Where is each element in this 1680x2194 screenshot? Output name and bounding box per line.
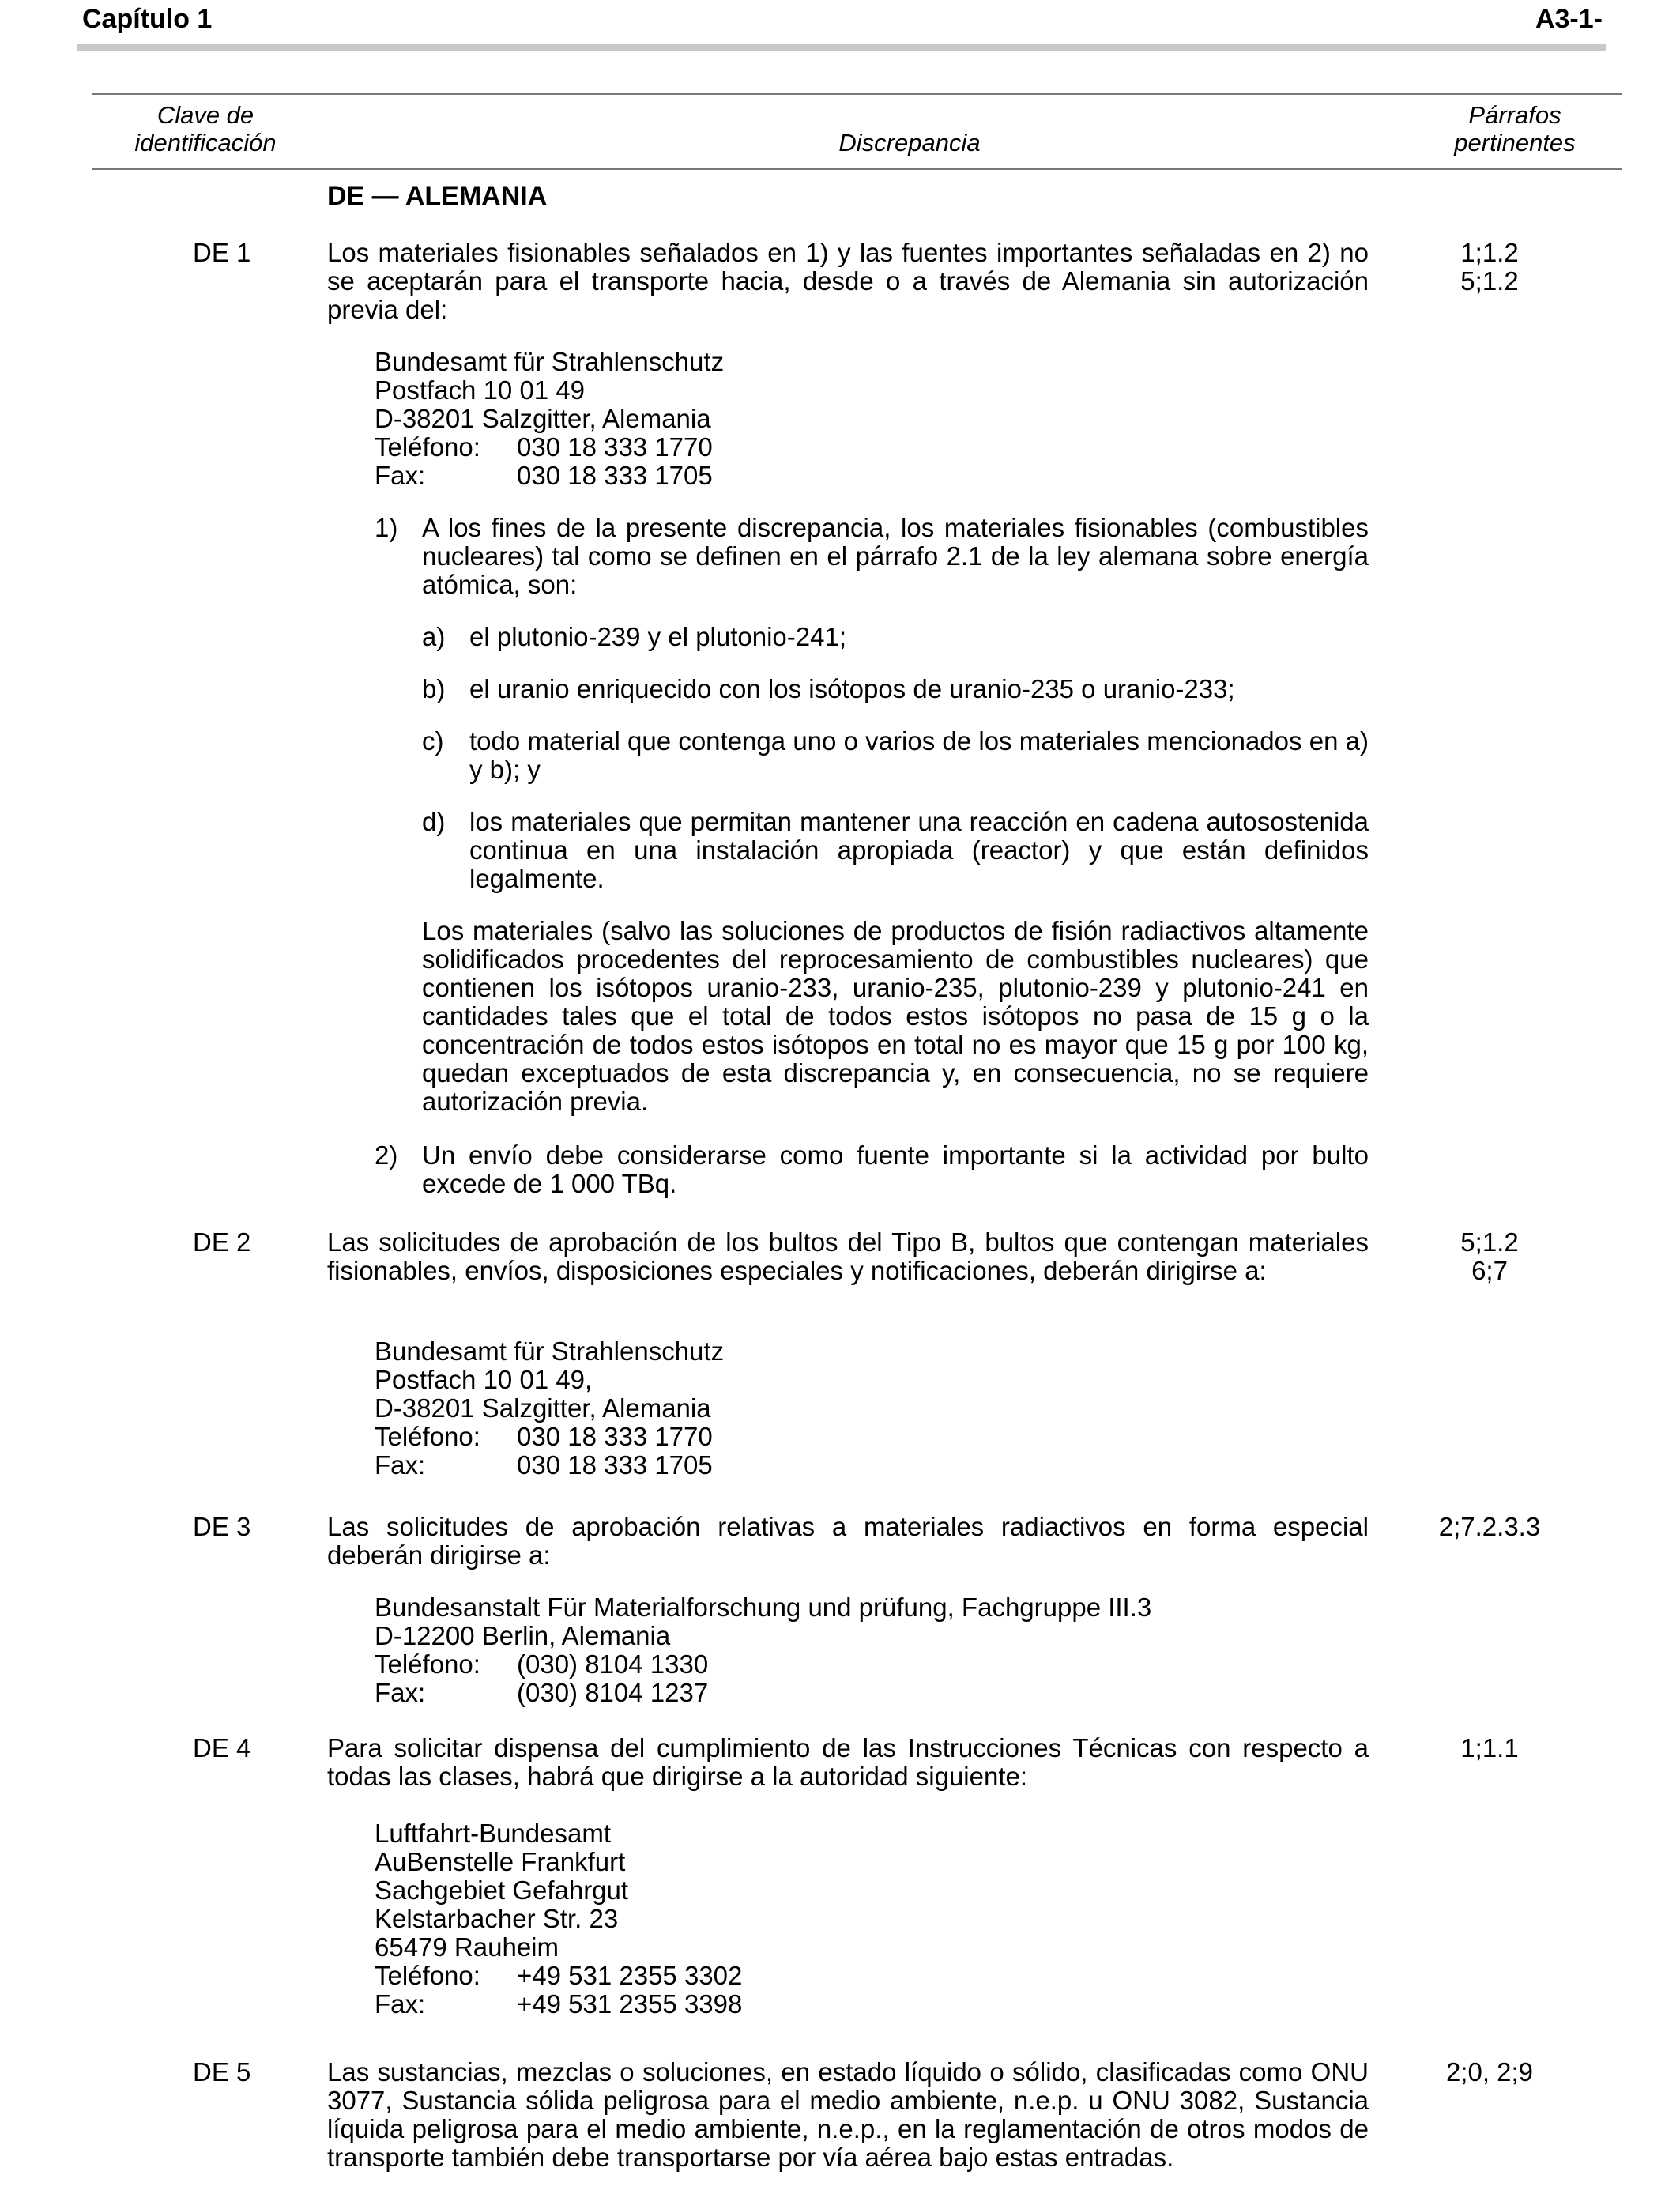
address-block bbox=[375, 1819, 742, 2019]
address-line: Bundesamt für Strahlenschutz bbox=[375, 1336, 725, 1366]
lettered-item bbox=[422, 675, 1369, 703]
numbered-item bbox=[375, 1141, 1369, 1198]
country-heading: DE — ALEMANIA bbox=[327, 181, 548, 211]
row-text: Las solicitudes de aprobación de los bultos del Tipo B, bultos que contengan materiales fisionables, envíos, disposiciones especiales y notificaciones, deberán dirigirse a: bbox=[327, 1227, 1369, 1285]
address-block bbox=[375, 348, 724, 490]
item-text: A los fines de la presente discrepancia, los materiales fisionables (combustibles nucleares) tal como se definen en el párrafo 2.1 de la ley alemana sobre energía atómica, son: bbox=[422, 513, 1369, 599]
item-letter: d) bbox=[422, 807, 446, 836]
address-line: D-38201 Salzgitter, Alemania bbox=[375, 1393, 711, 1423]
row-key: DE 4 bbox=[193, 1733, 251, 1762]
lettered-item bbox=[422, 727, 1369, 784]
row-key: DE 5 bbox=[193, 2057, 251, 2087]
fax-label: Fax: bbox=[375, 1450, 426, 1480]
row-refs bbox=[1414, 1513, 1565, 1541]
ref-item: 6;7 bbox=[1471, 1256, 1508, 1285]
address-line: Postfach 10 01 49 bbox=[375, 375, 586, 405]
fax-value: 030 18 333 1705 bbox=[517, 1450, 713, 1480]
address-line: Luftfahrt-Bundesamt bbox=[375, 1819, 611, 1848]
address-line: AuBenstelle Frankfurt bbox=[375, 1847, 626, 1876]
phone-line bbox=[375, 1423, 724, 1451]
address-line: D-38201 Salzgitter, Alemania bbox=[375, 404, 711, 433]
address-line: 65479 Rauheim bbox=[375, 1932, 559, 1962]
column-header-refs: Párrafos pertinentes bbox=[1454, 101, 1576, 156]
fax-line bbox=[375, 1679, 1151, 1707]
page-number: A3-1- bbox=[1535, 4, 1603, 34]
phone-value: (030) 8104 1330 bbox=[517, 1649, 709, 1679]
phone-label: Teléfono: bbox=[375, 432, 480, 462]
item-letter: b) bbox=[422, 674, 446, 703]
address-block bbox=[375, 1593, 1151, 1707]
row-refs bbox=[1414, 1734, 1565, 1762]
fax-label: Fax: bbox=[375, 461, 426, 490]
phone-line bbox=[375, 1650, 1151, 1679]
item-text: los materiales que permitan mantener una reacción en cadena autosostenida continua en una instalación apropiada (reactor) y que están definidos legalmente. bbox=[469, 807, 1369, 893]
phone-value: +49 531 2355 3302 bbox=[517, 1961, 743, 1990]
ref-item: 1;1.1 bbox=[1460, 1733, 1519, 1762]
row-refs bbox=[1414, 2058, 1565, 2087]
ref-item: 1;1.2 bbox=[1460, 238, 1519, 267]
fax-value: +49 531 2355 3398 bbox=[517, 1989, 743, 2019]
address-line: Bundesamt für Strahlenschutz bbox=[375, 347, 725, 376]
row-text: Para solicitar dispensa del cumplimiento de las Instrucciones Técnicas con respecto a todas las clases, habrá que dirigirse a la autoridad siguiente: bbox=[327, 1733, 1369, 1791]
row-refs bbox=[1414, 1228, 1565, 1285]
lettered-item bbox=[422, 808, 1369, 893]
exemption-paragraph: Los materiales (salvo las soluciones de productos de fisión radiactivos altamente solidificados procedentes del reprocesamiento de combustibles nucleares) que contienen los isótopos uranio-233, uranio-235, plutonio-239 y plutonio-241 en cantidades tales que el total de todos estos isótopos no pasa de 15 g o la concentración de todos estos isótopos en total no es mayor que 15 g por 100 kg, quedan exceptuados de esta discrepancia y, en consecuencia, no se requiere autorización previa. bbox=[422, 916, 1369, 1116]
row-text: Las solicitudes de aprobación relativas a materiales radiactivos en forma especial deberán dirigirse a: bbox=[327, 1512, 1369, 1570]
table-header bbox=[92, 93, 1622, 170]
address-block bbox=[375, 1337, 724, 1480]
ref-item: 2;7.2.3.3 bbox=[1438, 1512, 1541, 1541]
ref-item: 2;0, 2;9 bbox=[1445, 2057, 1534, 2087]
item-text: el plutonio-239 y el plutonio-241; bbox=[469, 622, 847, 651]
header-rule bbox=[77, 44, 1606, 51]
row-refs bbox=[1414, 239, 1565, 296]
address-line: Postfach 10 01 49, bbox=[375, 1365, 593, 1394]
item-letter: c) bbox=[422, 726, 444, 756]
row-text: Los materiales fisionables señalados en 1) y las fuentes importantes señaladas en 2) no se aceptarán para el transporte hacia, desde o a través de Alemania sin autorización previa del: bbox=[327, 238, 1369, 324]
address-line: D-12200 Berlin, Alemania bbox=[375, 1621, 671, 1650]
lettered-item bbox=[422, 623, 1369, 651]
ref-item: 5;1.2 bbox=[1460, 266, 1519, 296]
phone-line bbox=[375, 1962, 742, 1990]
page-header bbox=[82, 0, 1603, 36]
row-key: DE 3 bbox=[193, 1512, 251, 1541]
ref-item: 5;1.2 bbox=[1460, 1227, 1519, 1257]
numbered-item bbox=[375, 514, 1369, 599]
fax-label: Fax: bbox=[375, 1678, 426, 1707]
phone-label: Teléfono: bbox=[375, 1649, 480, 1679]
phone-value: 030 18 333 1770 bbox=[517, 1422, 713, 1451]
address-line: Sachgebiet Gefahrgut bbox=[375, 1875, 629, 1905]
column-header-discrepancy: Discrepancia bbox=[838, 129, 981, 156]
address-line: Bundesanstalt Für Materialforschung und prüfung, Fachgruppe III.3 bbox=[375, 1593, 1152, 1622]
fax-value: (030) 8104 1237 bbox=[517, 1678, 709, 1707]
item-number: 1) bbox=[375, 513, 398, 542]
phone-label: Teléfono: bbox=[375, 1422, 480, 1451]
fax-value: 030 18 333 1705 bbox=[517, 461, 713, 490]
item-text: el uranio enriquecido con los isótopos de uranio-235 o uranio-233; bbox=[469, 674, 1235, 703]
row-key: DE 1 bbox=[193, 238, 251, 267]
fax-label: Fax: bbox=[375, 1989, 426, 2019]
phone-line bbox=[375, 433, 724, 462]
fax-line bbox=[375, 462, 724, 490]
item-letter: a) bbox=[422, 622, 446, 651]
row-key: DE 2 bbox=[193, 1227, 251, 1257]
chapter-label: Capítulo 1 bbox=[82, 4, 213, 34]
address-line: Kelstarbacher Str. 23 bbox=[375, 1904, 619, 1933]
item-text: Un envío debe considerarse como fuente importante si la actividad por bulto excede de 1 000 TBq. bbox=[422, 1140, 1369, 1198]
phone-label: Teléfono: bbox=[375, 1961, 480, 1990]
fax-line bbox=[375, 1990, 742, 2019]
column-header-key: Clave de identificación bbox=[134, 101, 277, 156]
fax-line bbox=[375, 1451, 724, 1480]
row-text: Las sustancias, mezclas o soluciones, en estado líquido o sólido, clasificadas como ONU 3077, Sustancia sólida peligrosa para el medio ambiente, n.e.p. u ONU 3082, Sustancia líquida peligrosa para el medio ambiente, n.e.p., en la reglamentación de otros modos de transporte también debe transportarse por vía aérea bajo estas entradas. bbox=[327, 2057, 1369, 2172]
phone-value: 030 18 333 1770 bbox=[517, 432, 713, 462]
item-text: todo material que contenga uno o varios de los materiales mencionados en a) y b); y bbox=[469, 726, 1369, 784]
item-number: 2) bbox=[375, 1140, 398, 1170]
